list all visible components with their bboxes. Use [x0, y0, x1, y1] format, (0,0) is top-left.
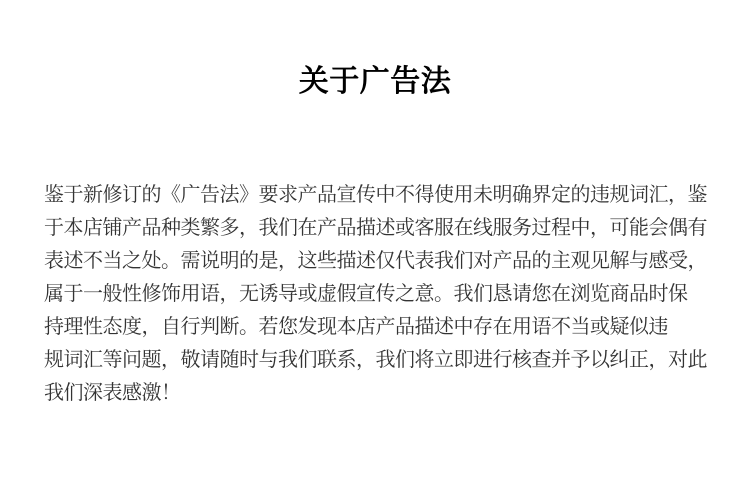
paragraph-line-1: 鉴于新修订的《广告法》要求产品宣传中不得使用未明确界定的违规词汇，鉴 [44, 184, 707, 206]
paragraph-line-4: 属于一般性修饰用语，无诱导或虚假宣传之意。我们恳请您在浏览商品时保 [44, 283, 688, 305]
paragraph-line-5: 持理性态度，自行判断。若您发现本店产品描述中存在用语不当或疑似违 [44, 316, 668, 338]
paragraph-line-3: 表述不当之处。需说明的是，这些描述仅代表我们对产品的主观见解与感受， [44, 250, 707, 272]
paragraph-line-2: 于本店铺产品种类繁多，我们在产品描述或客服在线服务过程中，可能会偶有 [44, 217, 707, 239]
notice-paragraph [0, 179, 750, 410]
paragraph-line-6: 规词汇等问题，敬请随时与我们联系，我们将立即进行核查并予以纠正，对此 [44, 349, 707, 371]
paragraph-line-7: 我们深表感激！ [44, 382, 181, 404]
page-title: 关于广告法 [298, 65, 452, 98]
